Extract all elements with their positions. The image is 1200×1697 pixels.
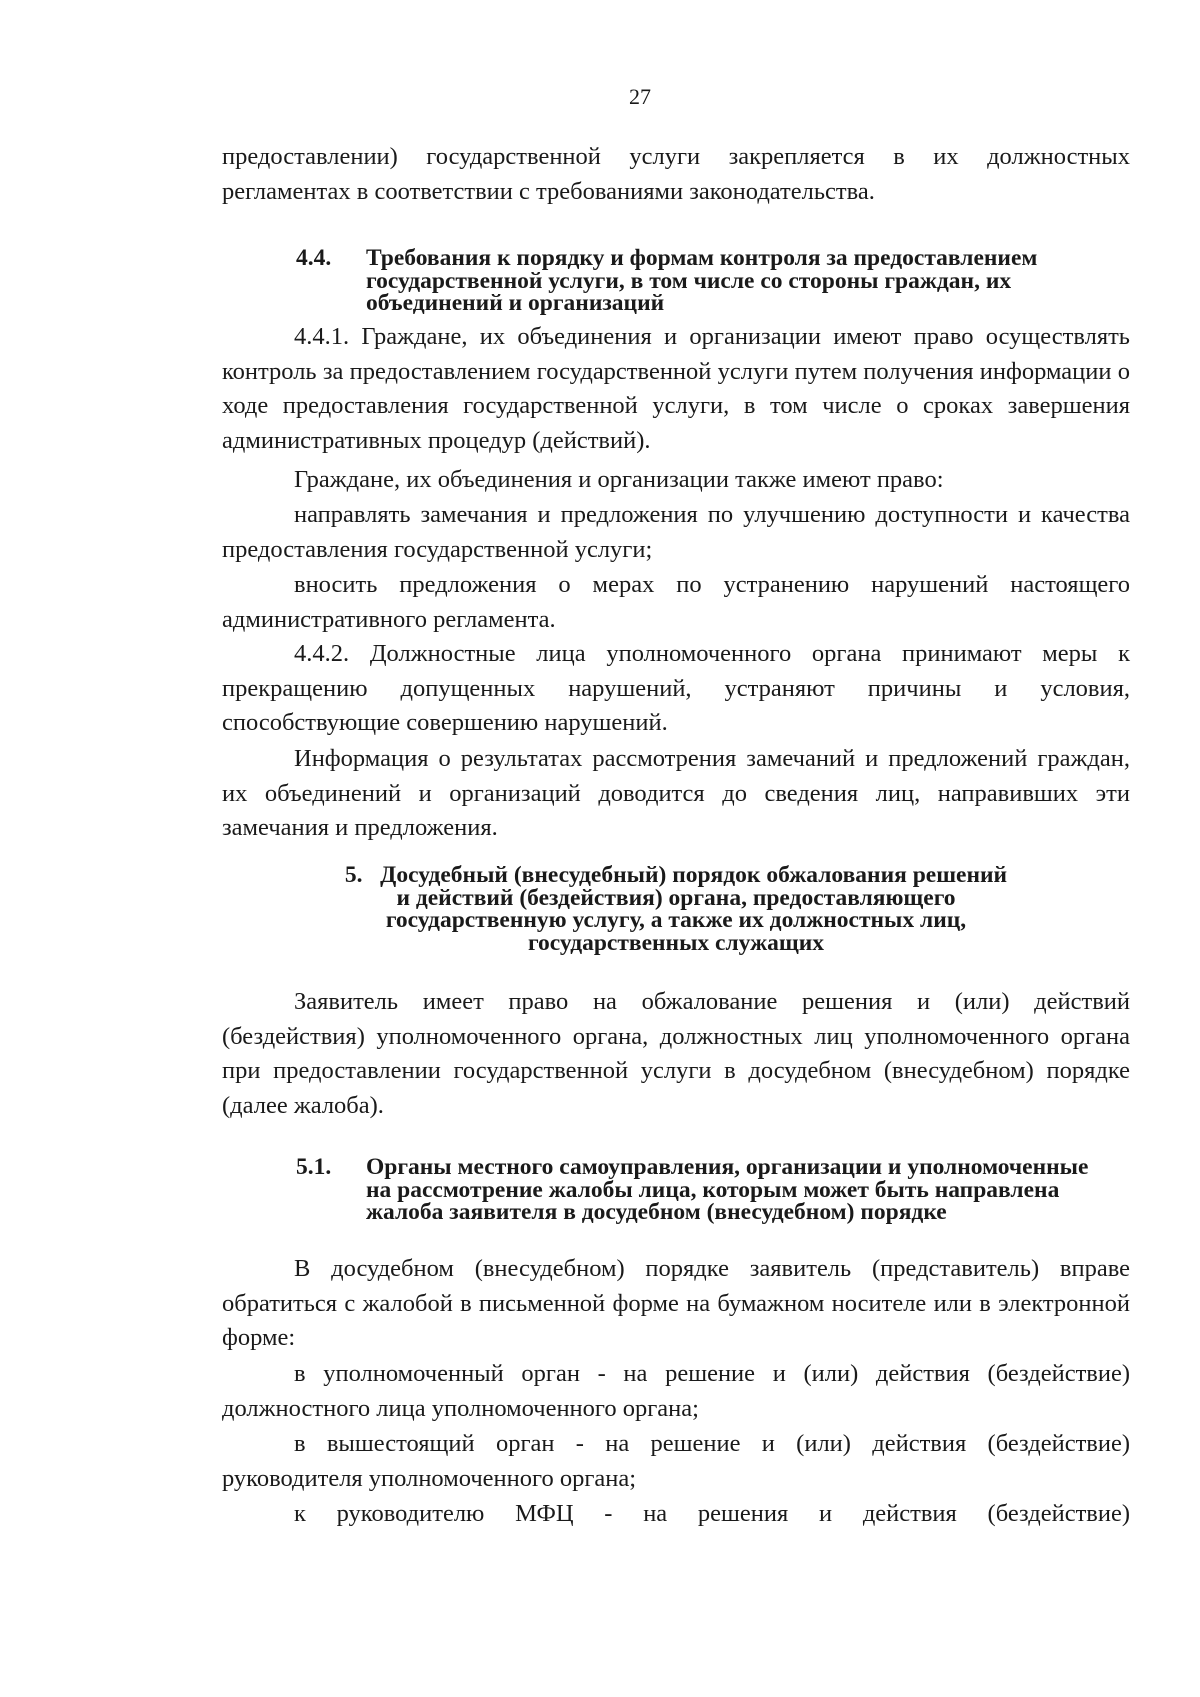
section-title: Требования к порядку и формам контроля за предоставлением государственной услуги, в том числе со стороны граждан, их объединений и организаций (366, 245, 1038, 316)
paragraph-rights-intro: Граждане, их объединения и организации также имеют право: (294, 466, 944, 493)
section-title: Органы местного самоуправления, организации и уполномоченные на рассмотрение жалобы лица, которым может быть направлена жалоба заявителя в досудебном (внесудебном) порядке (366, 1154, 1089, 1225)
paragraph-continuation: предоставлении) государственной услуги закрепляется в их должностных регламентах в соответствии с требованиями законодательства. (222, 143, 1130, 205)
paragraph-5-1-intro: В досудебном (внесудебном) порядке заявитель (представитель) вправе обратиться с жалобой в письменной форме на бумажном носителе или в электронной форме: (222, 1255, 1130, 1351)
paragraph-5-1-item-2: в вышестоящий орган - на решение и (или) действия (бездействие) руководителя уполномоченного органа; (222, 1430, 1130, 1492)
section-heading-5 (222, 864, 1130, 954)
paragraph-info-results: Информация о результатах рассмотрения замечаний и предложений граждан, их объединений и организаций доводится до сведения лиц, направивших эти замечания и предложения. (222, 745, 1130, 841)
section-heading-line: 5. Досудебный (внесудебный) порядок обжалования решений (344, 862, 1008, 888)
paragraph-4-4-1: 4.4.1. Граждане, их объединения и организации имеют право осуществлять контроль за предоставлением государственной услуги путем получения информации о ходе предоставления государственной услуги, в том числе о сроках завершения административных процедур (действий). (222, 323, 1130, 454)
paragraph-5-intro: Заявитель имеет право на обжалование решения и (или) действий (бездействия) уполномоченного органа, должностных лиц уполномоченного органа при предоставлении государственной услуги в досудебном (внесудебном) порядке (далее жалоба). (222, 988, 1130, 1119)
paragraph-right-2: вносить предложения о мерах по устранению нарушений настоящего административного регламента. (222, 571, 1130, 633)
section-heading-4-4 (296, 247, 1108, 315)
section-heading-5-1 (296, 1156, 1108, 1224)
section-heading-line: и действий (бездействия) органа, предоставляющего (396, 884, 956, 911)
page-number: 27 (629, 84, 651, 109)
paragraph-5-1-item-3: к руководителю МФЦ - на решения и действия (бездействие) (294, 1500, 1130, 1527)
paragraph-5-1-item-1: в уполномоченный орган - на решение и (или) действия (бездействие) должностного лица уполномоченного органа; (222, 1360, 1130, 1422)
section-heading-line: государственных служащих (527, 929, 825, 956)
paragraph-right-1: направлять замечания и предложения по улучшению доступности и качества предоставления государственной услуги; (222, 501, 1130, 563)
section-number: 5.1. (296, 1154, 332, 1180)
paragraph-4-4-2: 4.4.2. Должностные лица уполномоченного органа принимают меры к прекращению допущенных нарушений, устраняют причины и условия, способствующие совершению нарушений. (222, 640, 1130, 736)
section-number: 4.4. (296, 245, 332, 271)
section-heading-line: государственную услугу, а также их должностных лиц, (385, 907, 967, 933)
